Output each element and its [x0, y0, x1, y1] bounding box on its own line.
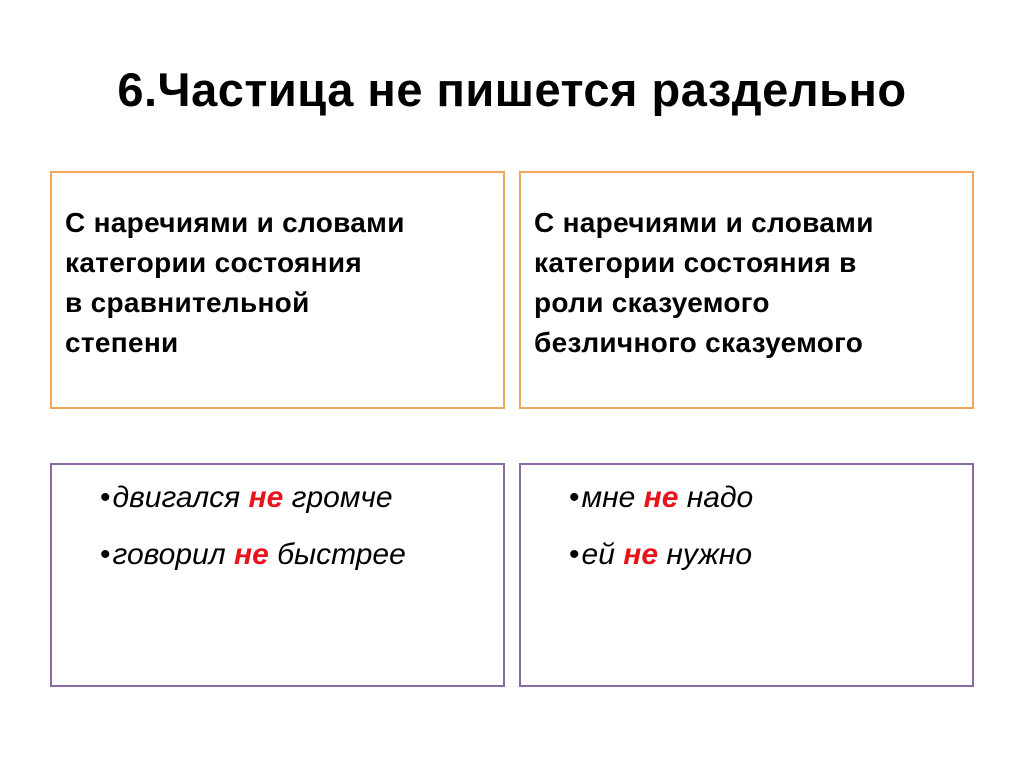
rule-box-comparative — [50, 171, 505, 409]
bullet: • — [100, 481, 111, 514]
bullet: • — [569, 481, 580, 514]
rule-line: категории состояния в — [534, 247, 857, 278]
rule-text — [534, 203, 964, 363]
example-word: надо — [678, 481, 754, 514]
example-word: мне — [581, 481, 644, 514]
bullet: • — [569, 538, 580, 571]
example-word: громче — [283, 481, 393, 514]
rule-line: степени — [65, 327, 179, 358]
bullet: • — [100, 538, 111, 571]
examples-list — [569, 479, 966, 593]
particle-ne: не — [233, 538, 269, 571]
rule-line: С наречиями и словами — [65, 207, 405, 238]
example-item — [100, 536, 497, 574]
rule-line: категории состояния — [65, 247, 363, 278]
rule-line: роли сказуемого — [534, 287, 770, 318]
examples-box-predicate — [519, 463, 974, 687]
particle-ne: не — [623, 538, 659, 571]
example-item — [100, 479, 497, 517]
examples-box-comparative — [50, 463, 505, 687]
example-word: говорил — [112, 538, 234, 571]
rule-text — [65, 203, 495, 363]
rule-line: в сравнительной — [65, 287, 310, 318]
rule-line: безличного сказуемого — [534, 327, 864, 358]
slide-title: 6.Частица не пишется раздельно — [117, 63, 907, 116]
example-word: нужно — [658, 538, 753, 571]
example-word: двигался — [112, 481, 249, 514]
example-word: быстрее — [268, 538, 406, 571]
particle-ne: не — [643, 481, 679, 514]
rule-box-predicate — [519, 171, 974, 409]
examples-list — [100, 479, 497, 593]
example-item — [569, 536, 966, 574]
example-item — [569, 479, 966, 517]
rule-line: С наречиями и словами — [534, 207, 874, 238]
particle-ne: не — [248, 481, 284, 514]
example-word: ей — [581, 538, 624, 571]
